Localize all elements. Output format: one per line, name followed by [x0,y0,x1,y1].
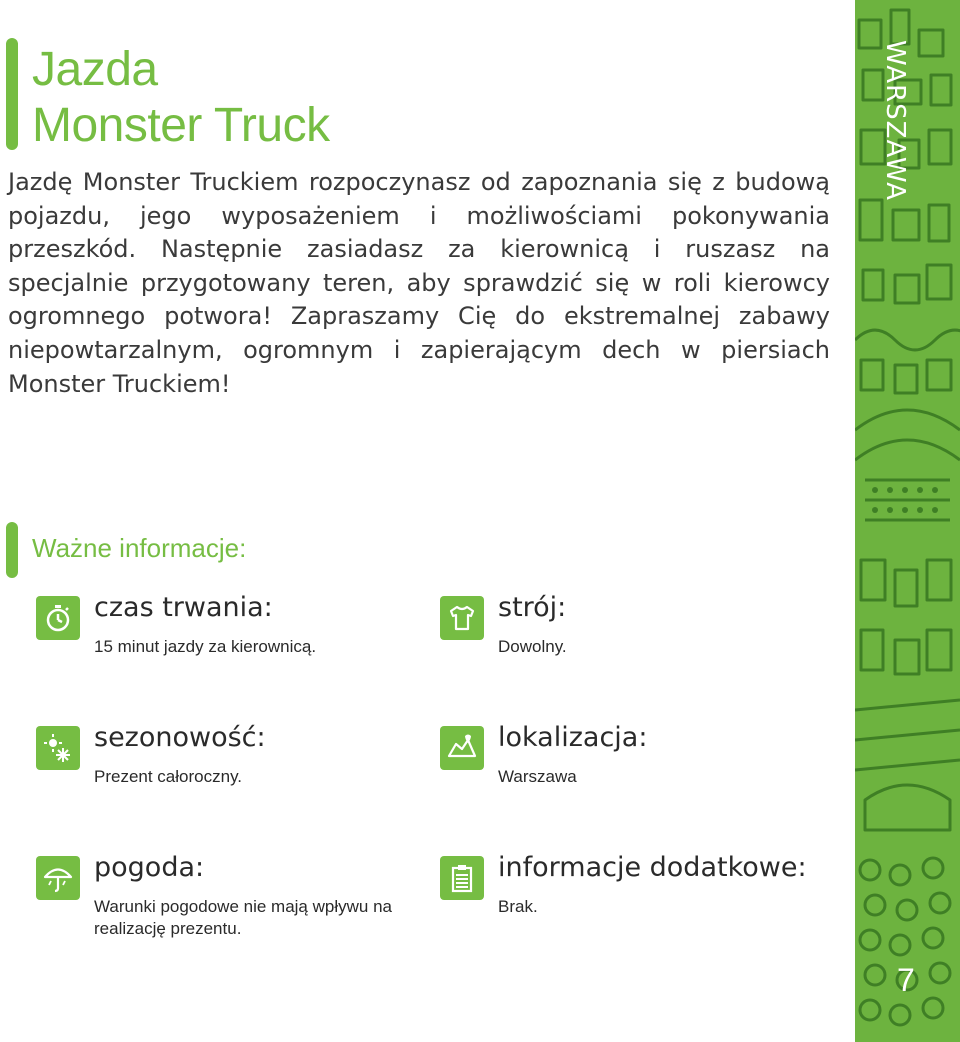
title-line-1: Jazda [32,43,158,96]
weather-label: pogoda: [94,852,205,883]
section-title: Ważne informacje: [32,533,247,563]
shirt-icon [440,596,484,640]
map-icon [440,726,484,770]
duration-value: 15 minut jazdy za kierownicą. [94,637,317,656]
side-city-label: WARSZAWA [880,40,910,201]
extra-value: Brak. [498,897,538,916]
intro-paragraph: Jazdę Monster Truckiem rozpoczynasz od zapoznania się z budową pojazdu, jego wyposażeniem i możliwościami pokonywania przeszkód. Następnie zasiadasz za kierownicą i ruszasz na specjalnie przygotowany teren, aby sprawdzić się w roli kierowcy ogromnego potwora! Zapraszamy Cię do ekstremalnej zabawy niepowtarzalnym, ogromnym i zapierającym dech w piersiach Monster Truckiem! [8,168,830,398]
umbrella-icon [36,856,80,900]
location-value: Warszawa [498,767,577,786]
sun-snowflake-icon [36,726,80,770]
location-label: lokalizacja: [498,722,648,753]
title-line-2: Monster Truck [32,99,330,152]
season-value: Prezent całoroczny. [94,767,243,786]
duration-label: czas trwania: [94,592,273,623]
extra-label: informacje dodatkowe: [498,852,807,883]
dress-label: strój: [498,592,567,623]
clipboard-icon [440,856,484,900]
section-accent-bar [6,522,18,578]
dress-value: Dowolny. [498,637,567,656]
weather-value: Warunki pogodowe nie mają wpływu na realizację prezentu. [94,897,392,938]
stopwatch-icon [36,596,80,640]
page-title [32,42,330,154]
title-accent-bar [6,38,18,150]
page-number: 7 [897,962,915,998]
season-label: sezonowość: [94,722,266,753]
